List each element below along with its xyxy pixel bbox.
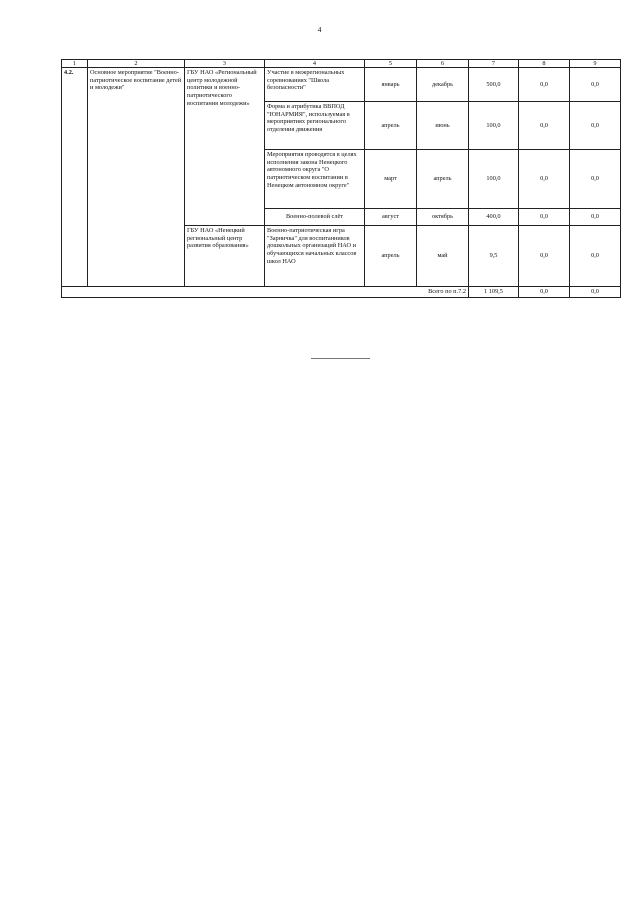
total-amount-cell: 0,0 <box>570 287 621 298</box>
column-header: 9 <box>570 60 621 68</box>
activity-cell: Форма и атрибутика ВВПОД "ЮНАРМИЯ", используемая в мероприятиях регионального отделения движения <box>265 102 365 150</box>
amount-cell: 100,0 <box>469 102 519 150</box>
amount-cell: 0,0 <box>570 68 621 102</box>
total-row <box>62 287 621 298</box>
item-number: 4.2. <box>62 68 88 287</box>
amount-cell: 0,0 <box>570 102 621 150</box>
column-header: 5 <box>365 60 417 68</box>
amount-cell: 100,0 <box>469 150 519 209</box>
amount-cell: 0,0 <box>570 150 621 209</box>
start-month-cell: апрель <box>365 226 417 287</box>
activity-cell: Участие в межрегиональных соревнованиях "Школа безопасности" <box>265 68 365 102</box>
main-event-cell: Основное мероприятие "Военно-патриотическое воспитание детей и молодежи" <box>88 68 185 287</box>
amount-cell: 0,0 <box>519 226 570 287</box>
column-header: 6 <box>417 60 469 68</box>
start-month-cell: январь <box>365 68 417 102</box>
page-number: 4 <box>317 25 322 34</box>
end-month-cell: май <box>417 226 469 287</box>
column-number-row <box>62 60 621 68</box>
amount-cell: 0,0 <box>519 209 570 226</box>
end-month-cell: октябрь <box>417 209 469 226</box>
total-label: Всего по п.7.2 <box>62 287 469 298</box>
executor-cell: ГБУ НАО «Ненецкий региональный центр развития образования» <box>185 226 265 287</box>
activity-cell: Военно-патриотическая игра "Зарничка" для воспитанников дошкольных организаций НАО и обучающихся начальных классов школ НАО <box>265 226 365 287</box>
end-month-cell: апрель <box>417 150 469 209</box>
column-header: 7 <box>469 60 519 68</box>
column-header: 4 <box>265 60 365 68</box>
end-month-cell: июнь <box>417 102 469 150</box>
start-month-cell: август <box>365 209 417 226</box>
amount-cell: 0,0 <box>570 226 621 287</box>
column-header: 8 <box>519 60 570 68</box>
column-header: 1 <box>62 60 88 68</box>
amount-cell: 0,0 <box>519 68 570 102</box>
program-activities-table <box>61 59 621 298</box>
end-rule <box>311 358 370 359</box>
start-month-cell: март <box>365 150 417 209</box>
amount-cell: 500,0 <box>469 68 519 102</box>
table-row <box>62 68 621 102</box>
activity-cell: Мероприятия проводятся в целях исполнения закона Ненецкого автономного округа "О патриотическом воспитании в Ненецком автономном округе" <box>265 150 365 209</box>
activity-cell: Военно-полевой слёт <box>265 209 365 226</box>
executor-cell: ГБУ НАО «Региональный центр молодежной политики и военно-патриотического воспитания молодежи» <box>185 68 265 226</box>
amount-cell: 0,0 <box>570 209 621 226</box>
start-month-cell: апрель <box>365 102 417 150</box>
amount-cell: 0,0 <box>519 102 570 150</box>
column-header: 3 <box>185 60 265 68</box>
total-amount-cell: 1 109,5 <box>469 287 519 298</box>
total-amount-cell: 0,0 <box>519 287 570 298</box>
amount-cell: 0,0 <box>519 150 570 209</box>
column-header: 2 <box>88 60 185 68</box>
amount-cell: 400,0 <box>469 209 519 226</box>
amount-cell: 9,5 <box>469 226 519 287</box>
end-month-cell: декабрь <box>417 68 469 102</box>
